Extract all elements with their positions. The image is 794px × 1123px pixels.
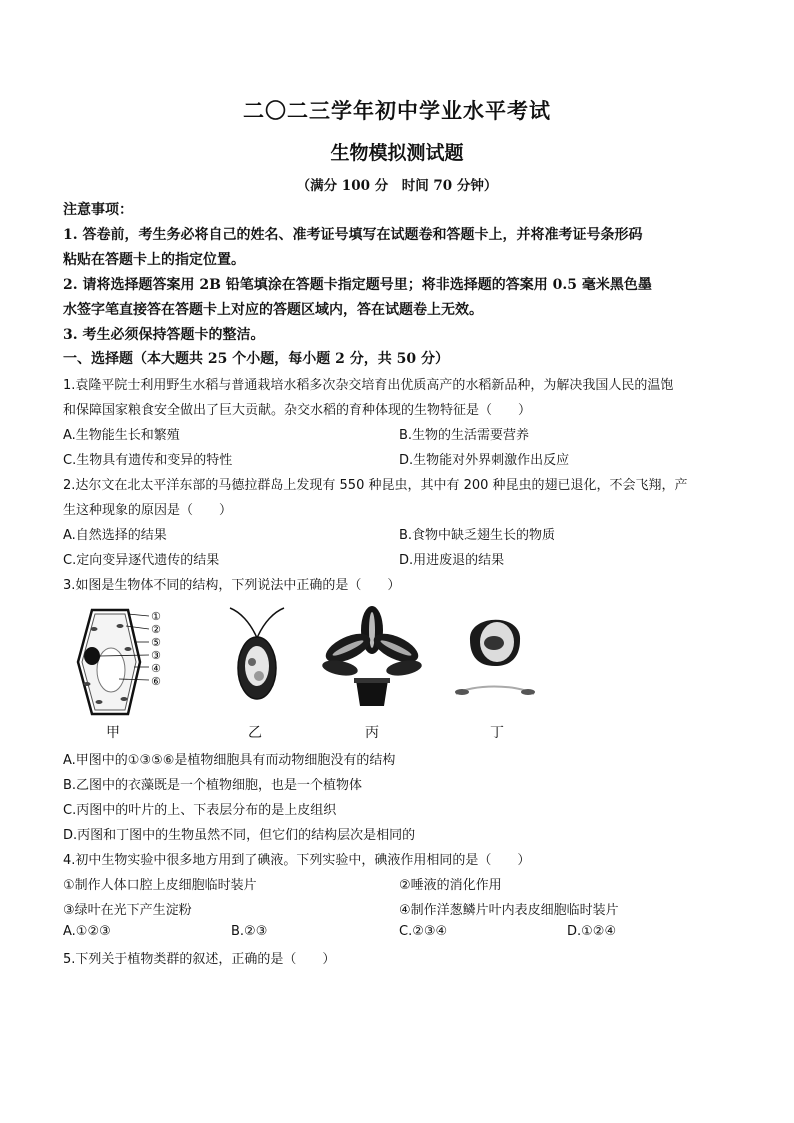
q4-option-c: C.②③④ bbox=[399, 924, 448, 939]
chloroplast bbox=[91, 627, 98, 631]
fig-label-ding: 丁 bbox=[490, 725, 504, 741]
notice-heading: 注意事项： bbox=[63, 202, 133, 218]
q4-item-2: ②唾液的消化作用 bbox=[399, 878, 502, 893]
leaf bbox=[321, 658, 359, 678]
flower-pot bbox=[356, 680, 388, 706]
exam-subtitle: 生物模拟测试题 bbox=[330, 142, 464, 164]
notice-item-1-cont: 粘贴在答题卡上的指定位置。 bbox=[63, 252, 245, 268]
pot-rim bbox=[354, 678, 390, 683]
q2-option-c: C.定向变异逐代遗传的结果 bbox=[63, 553, 220, 568]
chloroplast bbox=[125, 647, 132, 651]
flagellum-right bbox=[257, 608, 284, 638]
q2-stem-line2: 生这种现象的原因是（ ） bbox=[63, 503, 233, 518]
right-hand bbox=[521, 689, 535, 695]
exam-title: 二〇二三学年初中学业水平考试 bbox=[243, 98, 551, 123]
cell-label-6: ⑥ bbox=[151, 675, 161, 688]
chloroplast bbox=[96, 700, 103, 704]
q3-option-d: D.丙图和丁图中的生物虽然不同，但它们的结构层次是相同的 bbox=[63, 828, 416, 843]
q3-option-a: A.甲图中的①③⑤⑥是植物细胞具有而动物细胞没有的结构 bbox=[63, 753, 396, 768]
plant-cell-figure bbox=[64, 604, 184, 720]
cell-label-3: ③ bbox=[151, 649, 161, 662]
q1-option-d: D.生物能对外界刺激作出反应 bbox=[399, 453, 570, 468]
q2-option-b: B.食物中缺乏翅生长的物质 bbox=[399, 528, 556, 543]
q4-option-b: B.②③ bbox=[231, 924, 268, 939]
q4-item-1: ①制作人体口腔上皮细胞临时装片 bbox=[63, 878, 257, 893]
q5-stem: 5.下列关于植物类群的叙述，正确的是（ ） bbox=[63, 952, 336, 967]
left-hand bbox=[455, 689, 469, 695]
flagellum-left bbox=[230, 608, 257, 638]
pyrenoid bbox=[254, 671, 264, 681]
fig-label-yi: 乙 bbox=[248, 725, 262, 741]
q1-stem-line1: 1.袁隆平院士利用野生水稻与普通栽培水稻多次杂交培育出优质高产的水稻新品种，为解决我国人民的温饱 bbox=[63, 378, 674, 393]
chloroplast bbox=[117, 624, 124, 628]
eyespot bbox=[248, 658, 256, 666]
potted-plant-figure bbox=[320, 604, 424, 710]
q2-option-d: D.用进废退的结果 bbox=[399, 553, 505, 568]
cell-label-5: ⑤ bbox=[151, 636, 161, 649]
fig-label-bing: 丙 bbox=[365, 725, 379, 741]
chlamydomonas-figure bbox=[222, 604, 292, 716]
notice-item-3: 3. 考生必须保持答题卡的整洁。 bbox=[63, 327, 265, 343]
vacuole bbox=[97, 648, 125, 692]
q3-option-b: B.乙图中的衣藻既是一个植物细胞，也是一个植物体 bbox=[63, 778, 363, 793]
q4-stem: 4.初中生物实验中很多地方用到了碘液。下列实验中，碘液作用相同的是（ ） bbox=[63, 853, 531, 868]
nucleus bbox=[84, 647, 100, 665]
notice-item-2: 2. 请将选择题答案用 2B 铅笔填涂在答题卡指定题号里；将非选择题的答案用 0.5 毫米黑色墨 bbox=[63, 277, 652, 293]
exam-info: （满分 100 分 时间 70 分钟） bbox=[296, 178, 498, 194]
q2-option-a: A.自然选择的结果 bbox=[63, 528, 167, 543]
hand-near-mouth bbox=[484, 636, 504, 650]
q4-option-d: D.①②④ bbox=[567, 924, 617, 939]
notice-item-2-cont: 水签字笔直接答在答题卡上对应的答题区域内，答在试题卷上无效。 bbox=[63, 302, 483, 318]
q1-stem-line2: 和保障国家粮食安全做出了巨大贡献。杂交水稻的育种体现的生物特征是（ ） bbox=[63, 403, 532, 418]
leaf bbox=[385, 658, 423, 678]
cell-label-1: ① bbox=[151, 610, 161, 623]
chloroplast bbox=[84, 682, 91, 686]
person-figure bbox=[452, 604, 538, 704]
q1-option-c: C.生物具有遗传和变异的特性 bbox=[63, 453, 233, 468]
leaf-vein bbox=[369, 612, 375, 648]
cell-label-4: ④ bbox=[151, 662, 161, 675]
cell-label-2: ② bbox=[151, 623, 161, 636]
fig-label-jia: 甲 bbox=[106, 725, 120, 741]
notice-item-1: 1. 答卷前，考生务必将自己的姓名、准考证号填写在试题卷和答题卡上，并将准考证号条形码 bbox=[63, 227, 643, 243]
q3-stem: 3.如图是生物体不同的结构，下列说法中正确的是（ ） bbox=[63, 578, 401, 593]
q3-option-c: C.丙图中的叶片的上、下表层分布的是上皮组织 bbox=[63, 803, 337, 818]
q1-option-a: A.生物能生长和繁殖 bbox=[63, 428, 180, 443]
q1-option-b: B.生物的生活需要营养 bbox=[399, 428, 530, 443]
q4-item-4: ④制作洋葱鳞片叶内表皮细胞临时装片 bbox=[399, 903, 619, 918]
chloroplast bbox=[121, 697, 128, 701]
section-heading: 一、选择题（本大题共 25 个小题，每小题 2 分，共 50 分） bbox=[63, 351, 449, 367]
q2-stem-line1: 2.达尔文在北太平洋东部的马德拉群岛上发现有 550 种昆虫，其中有 200 种昆虫的翅已退化，不会飞翔，产 bbox=[63, 478, 688, 493]
q4-item-3: ③绿叶在光下产生淀粉 bbox=[63, 903, 192, 918]
q4-option-a: A.①②③ bbox=[63, 924, 111, 939]
